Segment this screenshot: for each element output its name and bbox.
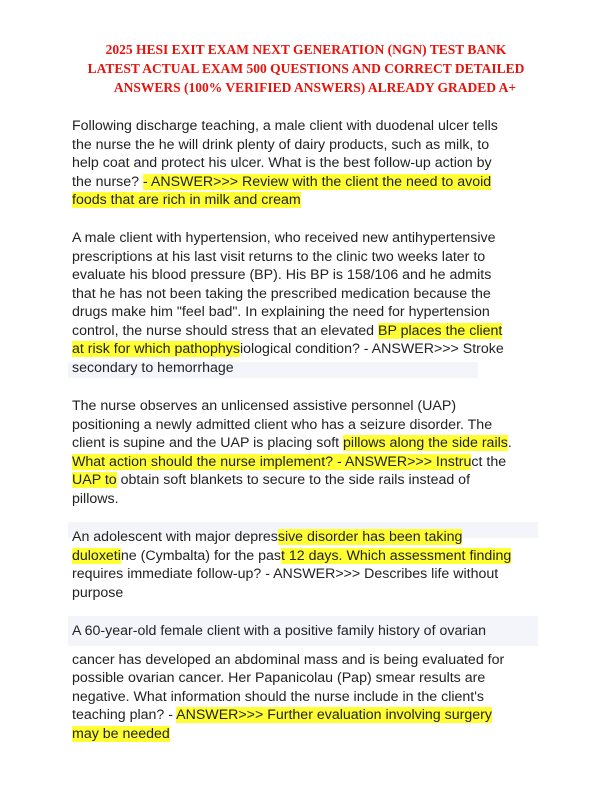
text-line: negative. What information should the nurse include in the client's [72, 688, 485, 705]
text-line [72, 528, 540, 547]
text-segment: teaching plan? - [72, 707, 177, 723]
answer-highlight: pillows along the side rails [343, 435, 508, 451]
answer-highlight: BP places the client [378, 322, 503, 339]
question-block-1 [72, 117, 540, 210]
text-segment: the nurse? [72, 173, 143, 190]
text-line: A male client with hypertension, who received new antihypertensive [72, 230, 496, 246]
question-block-2 [72, 229, 540, 377]
text-line [72, 322, 540, 341]
question-block-5 [72, 622, 540, 743]
text-line: possible ovarian cancer. Her Papanicolau (Pap) smear results are [72, 670, 486, 686]
text-line [72, 706, 540, 725]
text-line [72, 340, 540, 359]
text-line [72, 471, 540, 490]
answer-highlight: sive disorder has been taking [277, 529, 463, 545]
text-segment: ne (Cymbalta) for the pas [120, 547, 281, 564]
answer-highlight: UAP to [72, 472, 117, 488]
text-segment: . [507, 435, 512, 451]
text-segment: An adolescent with major depres [72, 529, 278, 545]
answer-highlight: t 12 days. Which assessment finding [280, 547, 512, 564]
text-line: evaluate his blood pressure (BP). His BP is 158/106 and he admits [72, 267, 492, 283]
question-block-3 [72, 397, 540, 508]
text-line: purpose [72, 584, 124, 601]
text-segment: ct the [471, 453, 507, 470]
text-line: cancer has developed an abdominal mass and is being evaluated for [72, 651, 505, 668]
text-line [72, 434, 540, 453]
text-line [72, 725, 540, 744]
title-line-2: LATEST ACTUAL EXAM 500 QUESTIONS AND CORRECT DETAILED [87, 61, 525, 76]
text-line [72, 453, 540, 472]
text-segment: client is supine and the UAP is placing soft [72, 435, 344, 451]
title-line-3: ANSWERS (100% VERIFIED ANSWERS) ALREADY GRADED A+ [113, 80, 517, 95]
answer-highlight: ANSWER>>> Further evaluation involving surgery [176, 707, 492, 723]
title-line-1: 2025 HESI EXIT EXAM NEXT GENERATION (NGN) TEST BANK [105, 42, 507, 57]
text-line: The nurse observes an unlicensed assistive personnel (UAP) [72, 398, 457, 414]
text-line: pillows. [72, 490, 119, 507]
text-line: secondary to hemorrhage [72, 359, 234, 376]
text-line: A 60-year-old female client with a positive family history of ovarian [72, 623, 486, 639]
answer-highlight: may be needed [72, 725, 170, 742]
text-segment: control, the nurse should stress that an elevated [72, 322, 379, 339]
text-line: positioning a newly admitted client who has a seizure disorder. The [72, 416, 493, 433]
text-line: prescriptions at his last visit returns to the clinic two weeks later to [72, 248, 486, 265]
answer-highlight: - ANSWER>>> Review with the client the need to avoid [143, 173, 492, 190]
text-line: Following discharge teaching, a male client with duodenal ulcer tells [72, 118, 498, 134]
text-segment: obtain soft blankets to secure to the side rails instead of [116, 472, 471, 488]
text-line [72, 547, 540, 566]
text-line: help coat and protect his ulcer. What is the best follow-up action by [72, 155, 492, 171]
text-line: that he has not been taking the prescribed medication because the [72, 285, 491, 302]
text-line: the nurse the he will drink plenty of dairy products, such as milk, to [72, 136, 490, 153]
text-segment: iological condition? - ANSWER>>> Stroke [239, 341, 504, 357]
text-line [72, 173, 540, 192]
answer-highlight: duloxeti [72, 547, 121, 564]
answer-highlight: at risk for which pathophys [72, 341, 240, 357]
text-line: drugs make him "feel bad". In explaining the need for hypertension [72, 304, 490, 320]
answer-highlight: What action should the nurse implement? - ANSWER>>> Instru [72, 453, 472, 470]
document-title [60, 40, 552, 97]
question-block-4 [72, 528, 540, 602]
text-line: requires immediate follow-up? - ANSWER>>> Describes life without [72, 566, 499, 582]
answer-highlight: foods that are rich in milk and cream [72, 192, 301, 208]
text-line [72, 191, 540, 210]
